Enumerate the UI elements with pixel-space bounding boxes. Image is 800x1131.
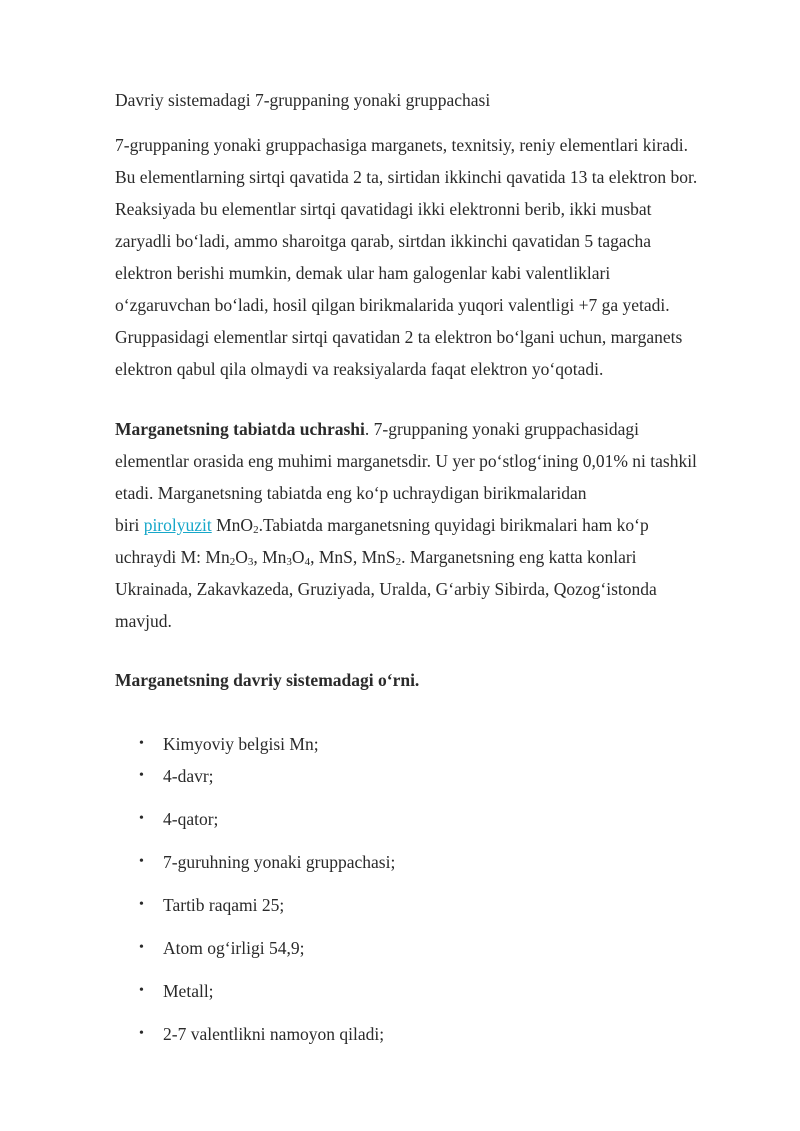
formula-subscript: 4 (304, 556, 311, 568)
nature-text: elementlar orasida eng muhimi marganetsdir. U yer po‘stlog‘ining 0,01% ni tashkil (115, 451, 697, 471)
list-item-text: Metall; (163, 981, 214, 1001)
formula-subscript: 2 (229, 556, 236, 568)
list-item-text: Atom og‘irligi 54,9; (163, 938, 305, 958)
nature-text: Ukrainada, Zakavkazeda, Gruziyada, Uralda, G‘arbiy Sibirda, Qozog‘istonda (115, 579, 657, 599)
list-item (115, 889, 755, 921)
nature-text: biri (115, 515, 144, 535)
formula-text: O (235, 547, 248, 567)
formula-subscript: 2 (395, 556, 402, 568)
bullet-icon: • (139, 768, 144, 783)
bullet-icon: • (139, 983, 144, 998)
intro-line: o‘zgaruvchan bo‘ladi, hosil qilgan birikmalarida yuqori valentligi +7 ga yetadi. (115, 295, 670, 315)
list-item-text: 4-davr; (163, 766, 214, 786)
nature-text: mavjud. (115, 611, 172, 631)
list-item (115, 932, 755, 964)
nature-text: . 7-gruppaning yonaki gruppachasidagi (364, 419, 639, 439)
nature-heading: Marganetsning tabiatda uchrashi (115, 419, 365, 439)
intro-line: elektron qabul qila olmaydi va reaksiyalarda faqat elektron yo‘qotadi. (115, 359, 604, 379)
intro-line: Gruppasidagi elementlar sirtqi qavatidan 2 ta elektron bo‘lgani uchun, marganets (115, 327, 683, 347)
bullet-icon: • (139, 1026, 144, 1041)
intro-line: Bu elementlarning sirtqi qavatida 2 ta, sirtidan ikkinchi qavatida 13 ta elektron bor. (115, 167, 698, 187)
bullet-icon: • (139, 811, 144, 826)
list-item-text: 7-guruhning yonaki gruppachasi; (163, 852, 396, 872)
position-heading: Marganetsning davriy sistemadagi o‘rni. (115, 670, 420, 690)
page-title: Davriy sistemadagi 7-gruppaning yonaki gruppachasi (115, 90, 491, 110)
nature-text: . Marganetsning eng katta konlari (401, 547, 637, 567)
intro-paragraph (115, 129, 755, 385)
list-item (115, 760, 755, 792)
list-item (115, 975, 755, 1007)
bullet-icon: • (139, 897, 144, 912)
list-item-text: 2-7 valentlikni namoyon qiladi; (163, 1024, 385, 1044)
formula-text: uchraydi M: Mn (115, 547, 230, 567)
formula-text: , MnS, MnS (310, 547, 396, 567)
formula-text: MnO (211, 515, 254, 535)
intro-line: 7-gruppaning yonaki gruppachasiga marganets, texnitsiy, reniy elementlari kiradi. (115, 135, 688, 155)
list-item (115, 803, 755, 835)
formula-subscript: 3 (286, 556, 292, 568)
list-item (115, 1018, 755, 1050)
formula-subscript: 2 (253, 524, 259, 536)
formula-text: , Mn (253, 547, 287, 567)
intro-line: Reaksiyada bu elementlar sirtqi qavatidagi ikki elektronni berib, ikki musbat (115, 199, 652, 219)
bullet-icon: • (139, 736, 144, 751)
intro-line: elektron berishi mumkin, demak ular ham galogenlar kabi valentliklari (115, 263, 611, 283)
bullet-icon: • (139, 854, 144, 869)
nature-text: etadi. Marganetsning tabiatda eng ko‘p uchraydigan birikmalaridan (115, 483, 587, 503)
document-content (115, 84, 755, 1050)
list-item-text: Tartib raqami 25; (163, 895, 285, 915)
list-item (115, 728, 755, 760)
formula-text: O (291, 547, 305, 567)
nature-text: .Tabiatda marganetsning quyidagi birikmalari ham ko‘p (258, 515, 649, 535)
list-item (115, 846, 755, 878)
properties-list (115, 728, 755, 1050)
nature-paragraph (115, 413, 755, 637)
formula-subscript: 3 (247, 556, 254, 568)
list-item-text: 4-qator; (163, 809, 219, 829)
bullet-icon: • (139, 940, 144, 955)
intro-line: zaryadli bo‘ladi, ammo sharoitga qarab, sirtdan ikkinchi qavatidan 5 tagacha (115, 231, 651, 251)
pirolyuzit-link[interactable]: pirolyuzit (143, 515, 212, 535)
list-item-text: Kimyoviy belgisi Mn; (163, 734, 319, 754)
